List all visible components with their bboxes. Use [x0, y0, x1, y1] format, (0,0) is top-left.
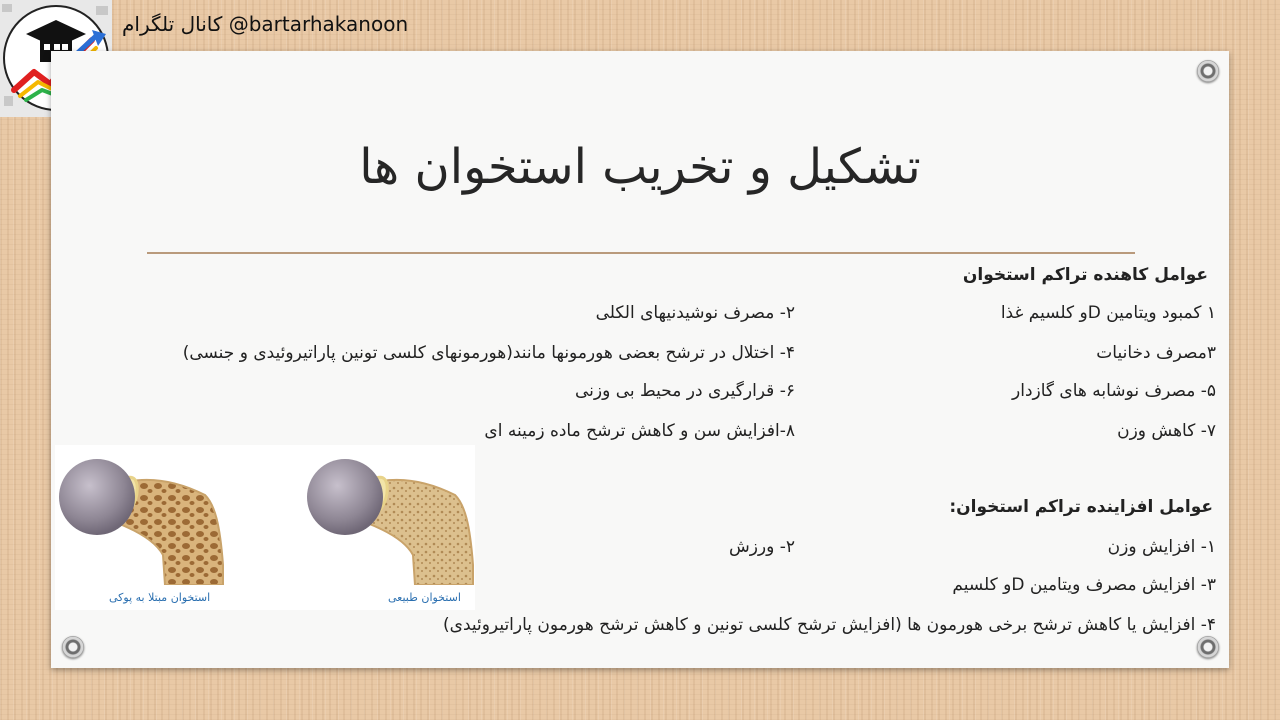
decreasing-item: ۴- اختلال در ترشح بعضی هورمونها مانند(هورمونهای کلسی تونین پاراتیروئیدی و جنسی) — [182, 343, 795, 363]
pushpin-icon — [1197, 60, 1219, 82]
decreasing-item: ۷- کاهش وزن — [1117, 421, 1216, 441]
telegram-channel-label: کانال تلگرام @bartarhakanoon — [122, 12, 409, 36]
bone-comparison-figure — [55, 445, 475, 610]
increasing-item: ۴- افزایش یا کاهش ترشح برخی هورمون ها (افزایش ترشح کلسی تونین و کاهش ترشح هورمون پاراتیروئیدی) — [443, 615, 1216, 635]
pushpin-icon — [62, 636, 84, 658]
increasing-heading: عوامل افزاینده تراکم استخوان: — [949, 497, 1213, 517]
increasing-item: ۳- افزایش مصرف ویتامین Dو کلسیم — [952, 575, 1216, 595]
slide-title: تشکیل و تخریب استخوان ها — [359, 139, 921, 195]
decreasing-item: ۲- مصرف نوشیدنیهای الکلی — [595, 303, 795, 323]
increasing-item: ۱- افزایش وزن — [1107, 537, 1216, 557]
caption-osteoporotic-bone: استخوان مبتلا به پوکی — [109, 591, 211, 604]
decreasing-item: ۳مصرف دخانیات — [1096, 343, 1216, 363]
decreasing-item: ۱ کمبود ویتامین Dو کلسیم غذا — [1000, 303, 1216, 323]
decreasing-item: ۶- قرارگیری در محیط بی وزنی — [575, 381, 795, 401]
caption-normal-bone: استخوان طبیعی — [388, 591, 461, 604]
normal-bone — [307, 459, 473, 585]
decreasing-item: ۸-افزایش سن و کاهش ترشح ماده زمینه ای — [484, 421, 795, 441]
decreasing-heading: عوامل کاهنده تراکم استخوان — [962, 265, 1208, 285]
pushpin-icon — [1197, 636, 1219, 658]
bone-illustration — [55, 445, 475, 585]
decreasing-item: ۵- مصرف نوشابه های گازدار — [1012, 381, 1216, 401]
osteoporotic-bone — [59, 459, 223, 585]
increasing-item: ۲- ورزش — [728, 537, 795, 557]
title-divider — [147, 252, 1135, 254]
